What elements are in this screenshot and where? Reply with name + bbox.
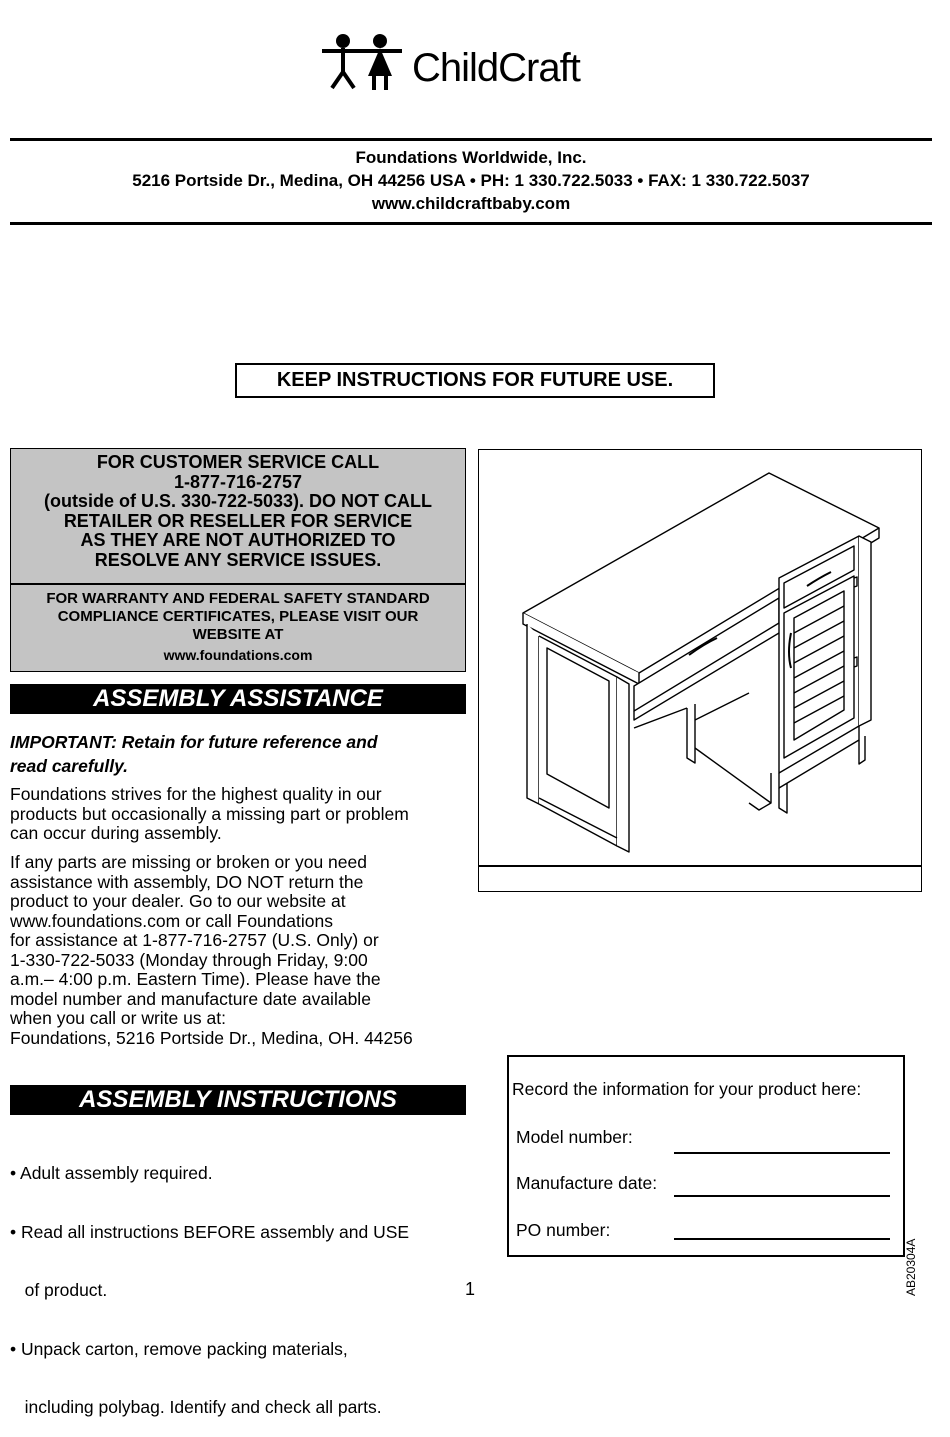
model-number-label: Model number: — [516, 1127, 633, 1147]
text-line: when you call or write us at: — [10, 1008, 226, 1028]
assistance-paragraph-2 — [10, 853, 470, 1048]
warranty-link[interactable]: www.foundations.com — [163, 647, 313, 663]
product-illustration-box — [478, 449, 922, 892]
po-number-field[interactable] — [674, 1238, 890, 1240]
text-line: product to your dealer. Go to our website at — [10, 891, 346, 911]
page-number: 1 — [464, 1279, 475, 1299]
manufacture-date-label: Manufacture date: — [516, 1173, 658, 1193]
company-website[interactable]: www.childcraftbaby.com — [371, 194, 571, 213]
important-note — [10, 730, 460, 778]
instructions-list — [10, 1125, 470, 1437]
cs-line: FOR CUSTOMER SERVICE CALL — [96, 452, 380, 472]
record-title: Record the information for your product here: — [512, 1079, 862, 1099]
text-line: can occur during assembly. — [10, 823, 222, 843]
list-item: of product. — [10, 1280, 108, 1300]
illustration-caption-divider — [479, 865, 921, 867]
brand-name: ChildCraft — [412, 46, 580, 90]
text-line: assistance with assembly, DO NOT return the — [10, 871, 364, 892]
cs-line: RESOLVE ANY SERVICE ISSUES. — [94, 549, 382, 570]
manufacture-date-field[interactable] — [674, 1195, 890, 1197]
list-item: • Read all instructions BEFORE assembly and USE — [10, 1221, 410, 1242]
assembly-instructions-heading: ASSEMBLY INSTRUCTIONS — [10, 1085, 466, 1115]
list-item: • Unpack carton, remove packing materials, — [10, 1338, 348, 1359]
important-line: read carefully. — [10, 756, 129, 776]
cs-line: (outside of U.S. 330-722-5033). DO NOT CALL — [43, 491, 433, 512]
list-item: • Adult assembly required. — [10, 1163, 213, 1183]
text-line: 1-330-722-5033 (Monday through Friday, 9:00 — [10, 949, 368, 970]
keep-instructions-notice: KEEP INSTRUCTIONS FOR FUTURE USE. — [235, 363, 715, 398]
important-line: IMPORTANT: Retain for future reference and — [10, 732, 378, 752]
customer-service-box — [10, 448, 466, 672]
warranty-line: COMPLIANCE CERTIFICATES, PLEASE VISIT OUR — [57, 608, 419, 625]
cs-line: RETAILER OR RESELLER FOR SERVICE — [63, 510, 413, 531]
text-line: If any parts are missing or broken or you need — [10, 852, 367, 872]
list-item: including polybag. Identify and check all parts. — [10, 1397, 382, 1417]
warranty-line: WEBSITE AT — [192, 626, 284, 643]
desk-illustration — [509, 458, 889, 858]
text-line: Foundations strives for the highest quality in our — [10, 784, 382, 804]
product-record-box — [507, 1055, 905, 1257]
text-line: for assistance at 1-877-716-2757 (U.S. Only) or — [10, 930, 379, 950]
customer-service-text — [11, 453, 465, 571]
text-line: a.m.– 4:00 p.m. Eastern Time). Please have the — [10, 969, 381, 989]
model-number-field[interactable] — [674, 1152, 890, 1154]
po-number-label: PO number: — [516, 1220, 611, 1240]
cs-phone: 1-877-716-2757 — [173, 471, 303, 492]
text-line: www.foundations.com or call Foundations — [10, 910, 333, 931]
company-name: Foundations Worldwide, Inc. — [355, 148, 587, 167]
company-address: 5216 Portside Dr., Medina, OH 44256 USA • PH: 1 330.722.5033 • FAX: 1 330.722.5037 — [132, 171, 810, 190]
cs-divider — [11, 583, 465, 585]
assembly-assistance-heading: ASSEMBLY ASSISTANCE — [10, 684, 466, 714]
cs-line: AS THEY ARE NOT AUTHORIZED TO — [80, 530, 396, 551]
text-line: model number and manufacture date available — [10, 988, 371, 1009]
header-bottom-rule — [10, 222, 932, 225]
header-top-rule — [10, 138, 932, 141]
warranty-line: FOR WARRANTY AND FEDERAL SAFETY STANDARD — [46, 590, 430, 607]
assistance-paragraph-1 — [10, 785, 470, 844]
document-code: AB20304A — [904, 1238, 918, 1296]
text-line: products but occasionally a missing part or problem — [10, 803, 409, 824]
text-line: Foundations, 5216 Portside Dr., Medina, OH. 44256 — [10, 1027, 413, 1048]
warranty-text — [11, 590, 465, 664]
